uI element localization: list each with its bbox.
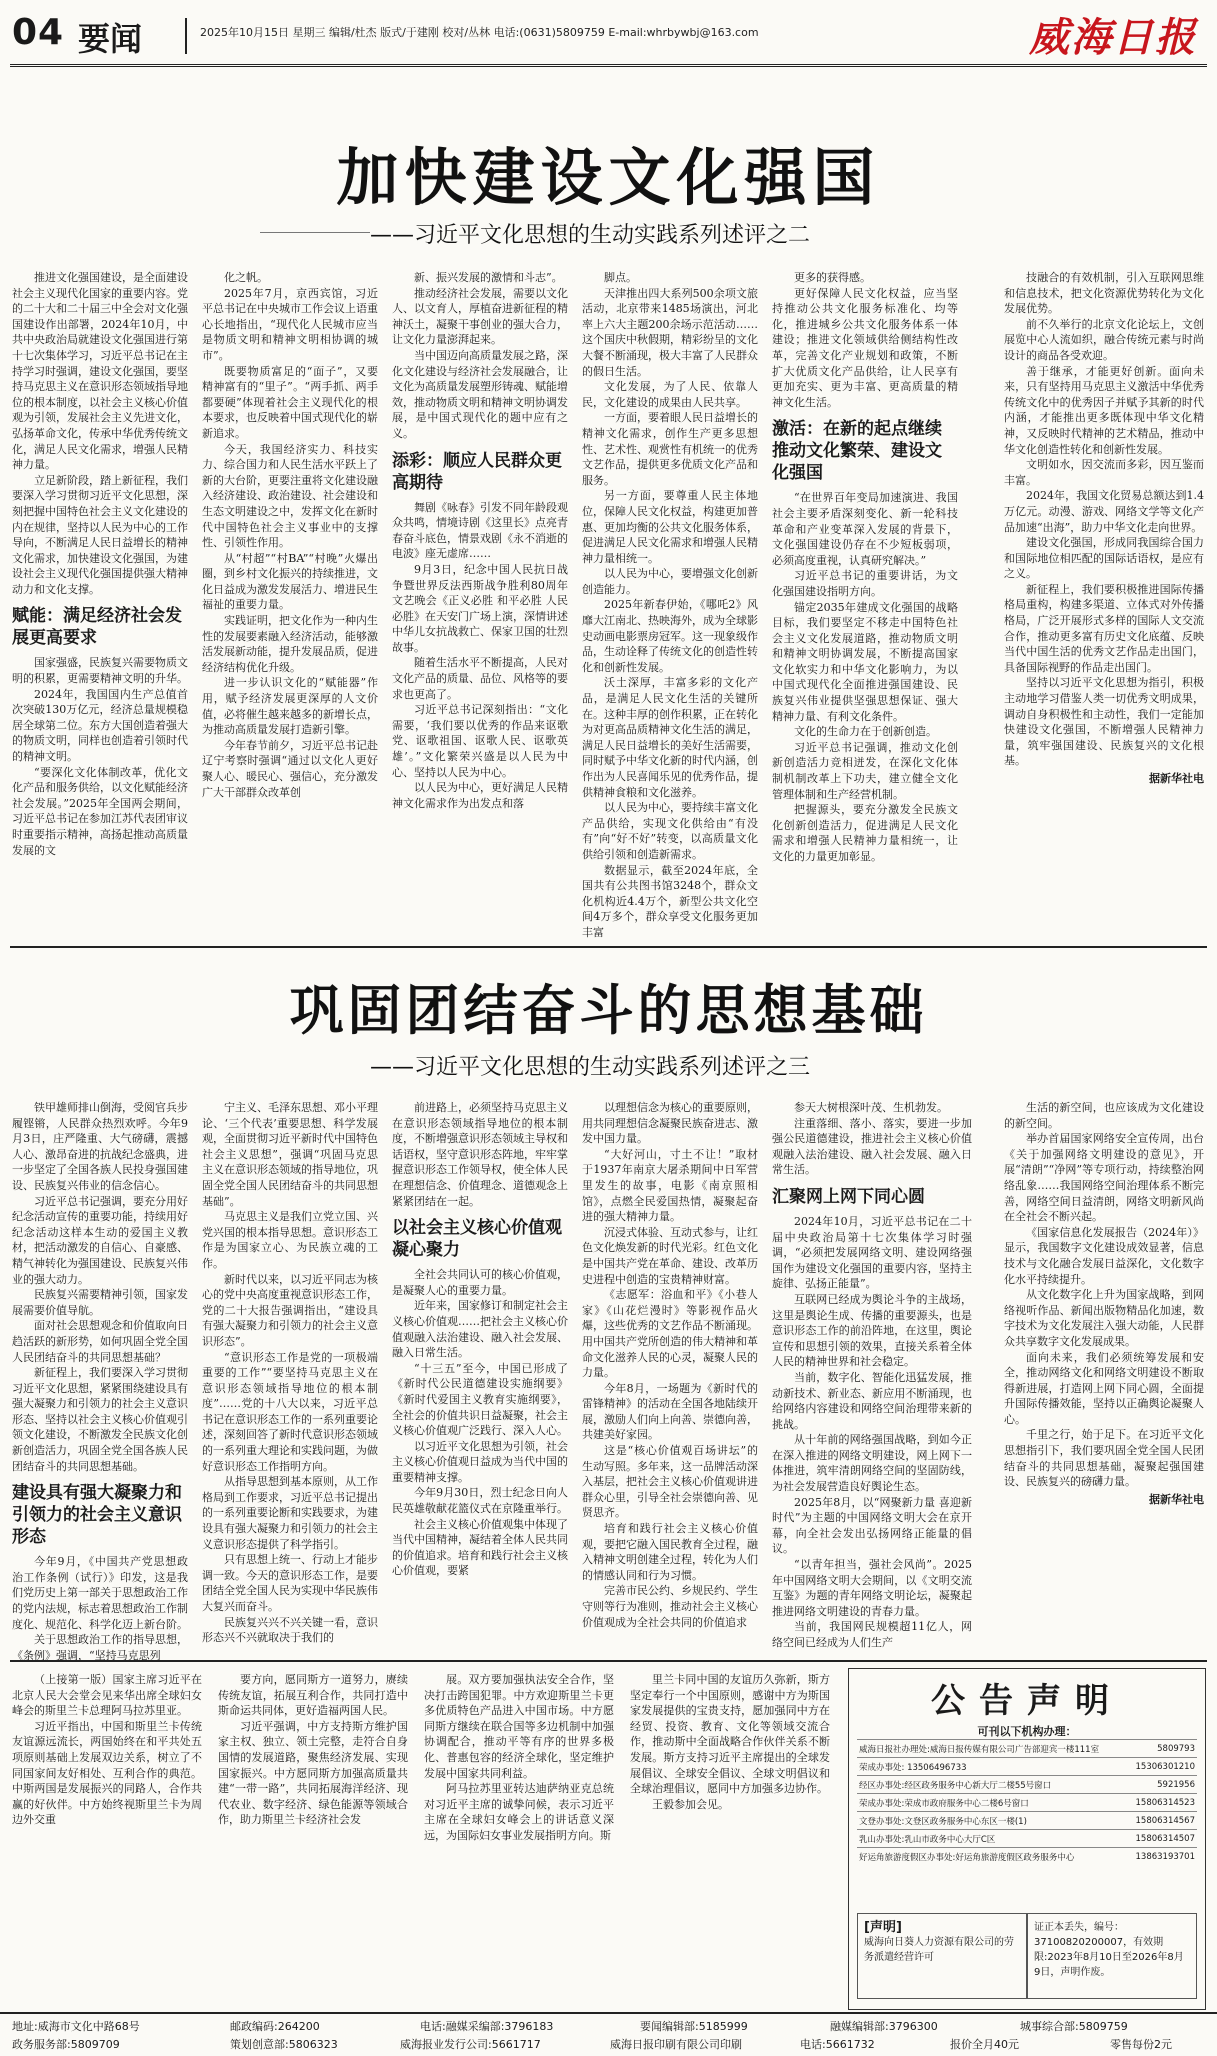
paragraph: 随着生活水平不断提高，人民对文化产品的质量、品位、风格等的要求也更高了。 — [392, 656, 568, 701]
article2-subtitle: ——习近平文化思想的生动实践系列述评之三 — [370, 1055, 811, 1080]
paragraph: 进一步认识文化的“赋能器”作用，赋予经济发展更深厚的人文价值，必将催生越来越多的新增长点，为推动高质量发展打造新引擎。 — [202, 676, 378, 737]
paragraph: 前进路上，必须坚持马克思主义在意识形态领域指导地位的根本制度，不断增强意识形态领域主导权和话语权，坚守意识形态阵地，牢牢掌握意识形态工作领导权，使全体人民在理想信念、价值理念、道德观念上紧紧团结在一起。 — [392, 1101, 568, 1208]
paragraph: “意识形态工作是党的一项极端重要的工作”“要坚持马克思主义在意识形态领域指导地位的根本制度”……党的十八大以来，习近平总书记在意识形态工作的一系列重要论述，深刻回答了新时代意识形态领域的一系列重大理论和实践问题，为做好意识形态工作指明方向。 — [202, 1350, 378, 1473]
paragraph: 以人民为中心，要增强文化创新创造能力。 — [582, 567, 758, 596]
section-heading: 添彩：顺应人民群众更高期待 — [392, 450, 562, 493]
paragraph: 社会主义核心价值观集中体现了当代中国精神，凝结着全体人民共同的价值追求。培育和践行社会主义核心价值观，要紧 — [392, 1517, 568, 1578]
header-meta: 2025年10月15日 星期三 编辑/杜杰 版式/于建刚 校对/丛林 电话:(0631)5809759 E-mail:whrbywbj@163.com — [200, 26, 759, 39]
page-footer — [0, 2012, 1217, 2056]
agency-name: 经区办事处:经区政务服务中心新大厅二楼55号窗口 — [857, 1776, 1127, 1794]
paragraph: 文明如水，因交流而多彩，因互鉴而丰富。 — [1004, 458, 1204, 487]
notice-title: 公告声明 — [931, 1681, 1123, 1721]
declaration-heading: [声明] — [864, 1920, 902, 1935]
paragraph: 2024年，我国国内生产总值首次突破130万亿元，经济总量规模稳居全球第二位。东方大国创造着强大的物质文明，同样也创造着引领时代的精神文明。 — [12, 687, 188, 764]
article2-column-5 — [772, 1100, 972, 1650]
agency-name — [857, 1758, 1127, 1776]
paragraph: 王毅参加会见。 — [652, 1797, 729, 1811]
paragraph: 里兰卡同中国的友谊历久弥新，斯方坚定奉行一个中国原则，感谢中方为斯国家发展提供的宝贵支持，愿加强同中方在经贸、投资、教育、文化等领域交流合作，推动斯中全面战略合作伙伴关系不断发展。斯方支持习近平主席提出的全球发展倡议、全球安全倡议、全球文明倡议和全球治理倡议，愿同中方加强多边协作。 — [630, 1673, 830, 1796]
paragraph: 今年9月30日，烈士纪念日向人民英雄敬献花篮仪式在京隆重举行。 — [392, 1486, 568, 1516]
paragraph: （上接第一版）国家主席习近平在北京人民大会堂会见来华出席全球妇女峰会的斯里兰卡总理阿马拉苏里亚。 — [12, 1673, 202, 1718]
header-divider — [185, 18, 187, 54]
paragraph: 实践证明，把文化作为一种内生性的发展要素融入经济活动，能够激活发展新动能，提升发展品质，促进经济结构优化升级。 — [202, 614, 378, 674]
agency-name: 好运角旅游度假区办事处:好运角旅游度假区政务服务中心 — [857, 1848, 1127, 1866]
paragraph: 2025年7月，京西宾馆，习近平总书记在中央城市工作会议上语重心长地指出，“现代化人民城市应当是物质文明和精神文明相协调的城市”。 — [202, 286, 378, 362]
paragraph: 2024年，我国文化贸易总额达到1.4万亿元。动漫、游戏、网络文学等文化产品加速“出海”，助力中华文化走向世界。 — [1004, 489, 1204, 534]
article1-column-6 — [1004, 270, 1204, 930]
article1-column-5 — [772, 270, 958, 930]
footer-monthly-price: 报价全月40元 — [950, 2038, 1019, 2051]
paragraph: “大好河山，寸土不让！”取材于1937年南京大屠杀期间中日军营里发生的故事，电影《南京照相馆》，点燃全民爱国热情，凝聚起奋进的强大精神力量。 — [582, 1147, 758, 1224]
subtitle-rule-left — [260, 232, 370, 233]
paragraph: 以人民为中心，要持续丰富文化产品供给，实现文化供给由“有没有”向“好不好”转变，以高质量文化供给引领和创造新需求。 — [582, 801, 758, 861]
paragraph: 更多的获得感。 — [794, 271, 871, 284]
paragraph: 从文化数字化上升为国家战略，到网络视听作品、新闻出版物精品化加速，数字技术为文化发展注入强大动能，人民群众共享数字文化发展成果。 — [1004, 1288, 1204, 1348]
article1-column-2 — [202, 270, 378, 930]
paragraph: 2025年新春伊始，《哪吒2》风靡大江南北、热映海外，成为全球影史动画电影票房冠军。这一现象级作品，生动诠释了传统文化的创造性转化和创新性发展。 — [582, 598, 758, 674]
agency-name: 文登办事处:文登区政务服务中心东区一楼(1) — [857, 1812, 1127, 1830]
agency-name: 荣成办事处:荣成市政府服务中心二楼6号窗口 — [857, 1794, 1127, 1812]
paragraph: 全社会共同认可的核心价值观，是凝聚人心的重要力量。 — [392, 1268, 568, 1297]
article1-column-1 — [12, 270, 188, 930]
paragraph: 今年9月，《中国共产党思想政治工作条例（试行）》印发，这是我们党历史上第一部关于思想政治工作的党内法规，标志着思想政治工作制度化、规范化、科学化迈上新台阶。 — [12, 1555, 188, 1631]
paragraph: 习近平总书记强调，要充分用好纪念活动宣传的重要功能，持续用好纪念活动这样本生动的爱国主义教材，把活动激发的自信心、自豪感、精气神转化为强国建设、民族复兴伟业的强大动力。 — [12, 1194, 188, 1286]
article-divider-1 — [10, 946, 1207, 948]
section-heading: 激活：在新的起点继续推动文化繁荣、建设文化强国 — [772, 419, 942, 484]
paragraph: 培育和践行社会主义核心价值观，要把它融入国民教育全过程，融入精神文明创建全过程，转化为人们的情感认同和行为习惯。 — [582, 1522, 758, 1582]
article2-title: 巩固团结奋斗的思想基础 — [289, 978, 928, 1042]
source-credit: 据新华社电 — [1149, 1492, 1204, 1506]
paragraph: 这是“核心价值观百场讲坛”的生动写照。多年来，这一品牌活动深入基层，把社会主义核心价值观讲进群众心里，引导全社会崇德向善、见贤思齐。 — [582, 1444, 758, 1520]
notice-subtitle: 可刊以下机构办理： — [977, 1725, 1077, 1738]
paragraph: 沉浸式体验、互动式参与，让红色文化焕发新的时代光彩。红色文化是中国共产党在革命、建设、改革历史进程中创造的宝贵精神财富。 — [582, 1225, 758, 1286]
page-number: 04 — [12, 12, 65, 53]
paragraph: 化之帆。 — [224, 271, 268, 284]
paragraph: “以青年担当，强社会风尚”。2025年中国网络文明大会期间，以《文明交流互鉴》为题的青年网络文明论坛，凝聚起推进网络文明建设的青春力量。 — [772, 1558, 972, 1618]
paragraph: 新征程上，我们要积极推进国际传播格局重构，构建多渠道、立体式对外传播格局，广泛开展形式多样的国际人文交流合作，推动更多富有历史文化底蕴、反映当代中国生活的优秀文艺作品走出国门，具备国际视野的作品走出国门。 — [1004, 582, 1204, 674]
continued-column-3 — [424, 1672, 614, 2002]
notice-box — [848, 1668, 1206, 2010]
paragraph: 面向未来，我们必须统筹发展和安全，推动网络文化和网络文明建设不断取得新进展，打造网上网下同心圆，全面提升国际传播效能，坚持以正确舆论凝聚人心。 — [1004, 1350, 1204, 1426]
declaration-right — [1027, 1913, 1197, 1999]
footer-phone-edit: 融媒编辑部:3796300 — [830, 2020, 938, 2033]
paragraph: 阿马拉苏里亚转达迪萨纳亚克总统对习近平主席的诚挚问候，表示习近平主席在全球妇女峰会上的讲话意义深远，为国际妇女事业发展指明方向。斯 — [424, 1782, 614, 1842]
paragraph: 沃土深厚，丰富多彩的文化产品，是满足人民文化生活的关键所在。这种丰厚的创作积累，正在转化为对更高品质精神文化生活的满足，满足人民日益增长的美好生活需要，同时赋予中华文化新的时代内涵，创作出为人民喜闻乐见的优秀作品，提供精神食粮和文化滋养。 — [582, 676, 758, 799]
paragraph: 当前，我国网民规模超11亿人，网络空间已经成为人们生产 — [772, 1620, 972, 1649]
paragraph: 立足新阶段，踏上新征程，我们要深入学习贯彻习近平文化思想，深刻把握中国特色社会主义文化建设的内在规律，坚持以人民为中心的工作导向，不断满足人民日益增长的精神文化需求，加快建设文化强国，为建设社会主义现代化强国提供强大精神动力和文化支撑。 — [12, 473, 188, 596]
article1-title: 加快建设文化强国 — [336, 141, 881, 214]
paragraph: 当中国迈向高质量发展之路，深化文化建设与经济社会发展融合，让文化为高质量发展塑形铸魂、赋能增效，推动物质文明和精神文明协调发展，是中国式现代化的题中应有之义。 — [392, 348, 568, 440]
paragraph: 民族复兴兴不兴关键一看，意识形态兴不兴就取决于我们的 — [202, 1615, 378, 1645]
section-heading: 赋能：满足经济社会发展更高要求 — [12, 606, 182, 649]
footer-phone-city: 城事综合部:5809759 — [1020, 2020, 1128, 2033]
declaration-body: 威海向日葵人力资源有限公司的劳务派遣经营许可 — [864, 1937, 1014, 1963]
masthead-logo: 威海日报 — [1029, 14, 1197, 61]
paragraph: 生活的新空间，也应该成为文化建设的新空间。 — [1004, 1101, 1204, 1130]
paragraph: 《国家信息化发展报告（2024年）》显示，我国数字文化建设成效显著，信息技术与文化融合发展日益深化，文化数字化水平持续提升。 — [1004, 1225, 1204, 1286]
paragraph: 习近平总书记深刻指出：“文化需要，‘我们要以优秀的作品来讴歌党、讴歌祖国、讴歌人民、讴歌英雄’。”文化繁荣兴盛是以人民为中心、坚持以人民为中心。 — [392, 703, 568, 779]
paragraph: 更好保障人民文化权益，应当坚持推动公共文化服务标准化、均等化，推进城乡公共文化服务体系一体建设；推进文化领域供给侧结构性改革，完善文化产业规划和政策，不断扩大优质文化产品供给，让人民享有更加充实、更为丰富、更高质量的精神文化生活。 — [772, 286, 958, 409]
paragraph: 国家强盛，民族复兴需要物质文明的积累，更需要精神文明的升华。 — [12, 656, 188, 686]
article2-column-6 — [1004, 1100, 1204, 1650]
paragraph: 今年春节前夕，习近平总书记赴辽宁考察时强调“通过以文化人更好聚人心、暖民心、强信心，充分激发广大干部群众改革创 — [202, 738, 378, 799]
paragraph: 推动经济社会发展，需要以文化人、以文育人，厚植奋进新征程的精神沃土，凝聚干事创业的强大合力，让文化力量澎湃起来。 — [392, 286, 568, 347]
paragraph: 新、振兴发展的激情和斗志”。 — [414, 271, 563, 284]
source-credit: 据新华社电 — [1149, 772, 1204, 785]
paragraph: 马克思主义是我们立党立国、兴党兴国的根本指导思想。意识形态工作是为国家立心、为民族立魂的工作。 — [202, 1210, 378, 1270]
paragraph: “十三五”至今，中国已形成了《新时代公民道德建设实施纲要》《新时代爱国主义教育实施纲要》，全社会的价值共识日益凝聚，社会主义核心价值观广泛践行、深入人心。 — [392, 1361, 568, 1438]
continued-column-1 — [12, 1672, 202, 2002]
paragraph: 参天大树根深叶茂、生机勃发。 — [794, 1101, 948, 1114]
paragraph: 坚持以习近平文化思想为指引，积极主动地学习借鉴人类一切优秀文明成果，调动自身积极性和主动性，我们一定能加快建设文化强国，不断增强人民精神力量，筑牢强国建设、民族复兴的文化根基。 — [1004, 676, 1204, 768]
footer-single-price: 零售每份2元 — [1110, 2038, 1172, 2051]
paragraph: 从“村超”“村BA”“村晚”火爆出圈，到乡村文化振兴的持续推进，文化日益成为激发发展活力、增进民生福祉的重要力量。 — [202, 551, 378, 612]
paragraph: 近年来，国家修订和制定社会主义核心价值观……把社会主义核心价值观融入法治建设、融入社会发展、融入日常生活。 — [392, 1299, 568, 1360]
paragraph: 建设文化强国，形成同我国综合国力和国际地位相匹配的国际话语权，是应有之义。 — [1004, 536, 1204, 581]
paragraph: 习近平指出，中国和斯里兰卡传统友谊源远流长，两国始终在和平共处五项原则基础上发展双边关系，树立了不同国家间友好相处、互利合作的典范。中斯两国是发展振兴的同路人，合作共赢的好伙伴。中方始终视斯里兰卡为周边外交重 — [12, 1719, 202, 1827]
paragraph: 技融合的有效机制，引入互联网思维和信息技术，把文化资源优势转化为文化发展优势。 — [1004, 271, 1204, 316]
paragraph: 千里之行，始于足下。在习近平文化思想指引下，我们要巩固全党全国人民团结奋斗的共同思想基础，凝聚起强国建设、民族复兴的磅礴力量。 — [1004, 1428, 1204, 1489]
paragraph: “要深化文化体制改革，优化文化产品和服务供给，以文化赋能经济社会发展。”2025年全国两会期间，习近平总书记在参加江苏代表团审议时重要指示精神，高扬起推动高质量发展的文 — [12, 765, 188, 857]
header-rule — [10, 64, 1207, 67]
paragraph: 注重落细、落小、落实，要进一步加强公民道德建设，推进社会主义核心价值观融入法治建设、融入社会发展、融入日常生活。 — [772, 1116, 972, 1177]
paragraph: 当前，数字化、智能化迅猛发展，推动新技术、新业态、新应用不断涌现，也给网络内容建设和网络空间治理带来新的挑战。 — [772, 1370, 972, 1431]
page-header — [0, 0, 1217, 70]
paragraph: 今年8月，一场题为《新时代的雷锋精神》的活动在全国各地陆续开展，激励人们向上向善、崇德向善，共建美好家园。 — [582, 1381, 758, 1442]
paragraph: 前不久举行的北京文化论坛上，文创展览中心人流如织，融合传统元素与时尚设计的商品各受欢迎。 — [1004, 317, 1204, 362]
footer-postcode: 邮政编码:264200 — [230, 2020, 320, 2033]
agency-phone: 5809793 — [1127, 1740, 1197, 1758]
paragraph: 以人民为中心，更好满足人民精神文化需求作为出发点和落 — [392, 781, 568, 810]
article2-column-3 — [392, 1100, 568, 1650]
continued-column-4 — [630, 1672, 830, 2002]
paragraph: 推进文化强国建设，是全面建设社会主义现代化国家的重要内容。党的二十大和二十届三中全会对文化强国建设作出部署，2024年10月，中共中央政治局就建设文化强国进行第十七次集体学习，习近平总书记在主持学习时强调，建设文化强国，要坚持马克思主义在意识形态领域指导地位的根本制度，以社会主义核心价值观为引领，发展社会主义先进文化，弘扬革命文化，传承中华优秀传统文化，满足人民文化需求，增强人民精神力量。 — [12, 271, 188, 472]
paragraph: 善于继承，才能更好创新。面向未来，只有坚持用马克思主义激活中华优秀传统文化中的优秀因子并赋予其新的时代内涵，才能推出更多既体现中华文化精神，又反映时代精神的艺术精品，推动中华文化创造性转化和创新性发展。 — [1004, 364, 1204, 456]
section-name: 要闻 — [78, 20, 143, 58]
table-row — [857, 1848, 1197, 1866]
declaration-body: 证正本丢失，编号：37100820200007，有效期限:2023年8月10日至2026年8月9日，声明作废。 — [1034, 1922, 1184, 1978]
agency-phone: 5921956 — [1127, 1776, 1197, 1794]
paragraph: 展。双方要加强执法安全合作，坚决打击跨国犯罪。中方欢迎斯里兰卡更多优质特色产品进入中国市场。中方愿同斯方继续在联合国等多边机制中加强协调配合，推动平等有序的世界多极化、普惠包容的经济全球化，坚定维护发展中国家共同利益。 — [424, 1673, 614, 1780]
paragraph: 习近平总书记强调，推动文化创新创造活力竞相迸发，在深化文化体制机制改革上下功夫，建立健全文化管理体制和生产经营机制。 — [772, 740, 958, 801]
paragraph: 要方向，愿同斯方一道努力，赓续传统友谊，拓展互利合作，共同打造中斯命运共同体，更好造福两国人民。 — [218, 1673, 408, 1718]
paragraph: 另一方面，要尊重人民主体地位，保障人民文化权益，构建更加普惠、更加均衡的公共文化服务体系，促进满足人民文化需求和增强人民精神力量相统一。 — [582, 489, 758, 565]
table-row — [857, 1830, 1197, 1848]
agency-name: 威海日报社办理处:威海日报传媒有限公司广告部迎宾一楼111室 — [857, 1740, 1127, 1758]
paragraph: 新征程上，我们要深入学习贯彻习近平文化思想，紧紧围绕建设具有强大凝聚力和引领力的社会主义意识形态、坚持以社会主义核心价值观引领文化建设，不断激发全民族文化创新创造活力，巩固全党全国各族人民团结奋斗的共同思想基础。 — [12, 1366, 188, 1473]
paragraph: 文化发展，为了人民、依靠人民，文化建设的成果由人民共享。 — [582, 380, 758, 409]
paragraph: “在世界百年变局加速演进、我国社会主要矛盾深刻变化、新一轮科技革命和产业变革深入发展的背景下，文化强国建设仍存在不少短板弱项，必须高度重视，认真研究解决。” — [772, 491, 958, 567]
section-heading: 汇聚网上网下同心圆 — [772, 1186, 925, 1207]
paragraph: 关于思想政治工作的指导思想，《条例》强调，“坚持马克思列 — [12, 1633, 188, 1662]
article-divider-2 — [10, 1660, 1207, 1662]
footer-printer-phone: 电话:5661732 — [800, 2038, 875, 2051]
table-row — [857, 1740, 1197, 1758]
article2-column-1 — [12, 1100, 188, 1662]
paragraph: 举办首届国家网络安全宣传周，出台《关于加强网络文明建设的意见》，开展“清朗”“净网”等专项行动，持续整治网络乱象……我国网络空间治理体系不断完善，网络空间日益清朗，网络文明新风尚在全社会不断兴起。 — [1004, 1132, 1204, 1224]
paragraph: 从十年前的网络强国战略，到如今正在深入推进的网络文明建设，网上网下一体推进，筑牢清朗网络空间的坚固防线，为社会发展营造良好舆论生态。 — [772, 1433, 972, 1494]
paragraph: 新时代以来，以习近平同志为核心的党中央高度重视意识形态工作，党的二十大报告强调指出，“建设具有强大凝聚力和引领力的社会主义意识形态”。 — [202, 1272, 378, 1348]
paragraph: 以理想信念为核心的重要原则，用共同理想信念凝聚民族奋进志、激发中国力量。 — [582, 1101, 758, 1146]
paragraph: 以习近平文化思想为引领，社会主义核心价值观日益成为当代中国的重要精神支撑。 — [392, 1439, 568, 1484]
paragraph: 锚定2035年建成文化强国的战略目标，我们要坚定不移走中国特色社会主义文化发展道路，推动物质文明和精神文明协调发展，不断提高国家文化软实力和中华文化影响力，为以中国式现代化全面推进强国建设、民族复兴伟业提供坚强思想保证、强大精神力量、有利文化条件。 — [772, 600, 958, 723]
agency-phone: 15806314567 — [1127, 1812, 1197, 1830]
article2-column-2 — [202, 1100, 378, 1650]
paragraph: 2025年8月，以“网聚新力量 喜迎新时代”为主题的中国网络文明大会在京开幕，向全社会发出弘扬网络正能量的倡议。 — [772, 1495, 972, 1556]
footer-distribution: 威海报业发行公司:5661717 — [400, 2038, 541, 2051]
agency-name: 乳山办事处:乳山市政务中心大厅C区 — [857, 1830, 1127, 1848]
section-heading: 建设具有强大凝聚力和引领力的社会主义意识形态 — [12, 1483, 182, 1548]
footer-phone-news: 要闻编辑部:5185999 — [640, 2020, 748, 2033]
paragraph: 从指导思想到基本原则，从工作格局到工作要求，习近平总书记提出的一系列重要论断和实践要求，为建设具有强大凝聚力和引领力的社会主义意识形态提供了科学指引。 — [202, 1475, 378, 1551]
notice-agency-table — [857, 1739, 1197, 1865]
article1-column-4 — [582, 270, 758, 939]
agency-phone: 15806314523 — [1127, 1794, 1197, 1812]
agency-phone: 13506496733 — [907, 1762, 967, 1773]
paragraph: 今天，我国经济实力、科技实力、综合国力和人民生活水平跃上了新的大台阶，更要注重将文化建设融入经济建设、政治建设、社会建设和生态文明建设之中，发挥文化在新时代中国特色社会主义事业中的支撑性、引领性作用。 — [202, 442, 378, 550]
paragraph: 2024年10月，习近平总书记在二十届中央政治局第十七次集体学习时强调，“必须把发展网络文明、建设网络强国作为建设文化强国的重要内容，坚持主旋律、弘扬正能量”。 — [772, 1214, 972, 1291]
paragraph: 习近平强调，中方支持斯方维护国家主权、独立、领土完整，走符合自身国情的发展道路，聚焦经济发展、实现国家振兴。中方愿同斯方加强高质量共建“一带一路”，共同拓展海洋经济、现代农业、数字经济、绿色能源等领域合作，助力斯里兰卡经济社会发 — [218, 1719, 408, 1827]
agency-phone: 15806314507 — [1127, 1830, 1197, 1848]
paragraph: 舞剧《咏春》引发不同年龄段观众共鸣，情境诗剧《这里长》点亮青春奋斗底色，情景戏剧《永不消逝的电波》座无虚席…… — [392, 500, 568, 561]
article1-subtitle: ——习近平文化思想的生动实践系列述评之二 — [370, 223, 811, 248]
paragraph: 民族复兴需要精神引领，国家发展需要价值导航。 — [12, 1288, 188, 1317]
paragraph: 文化的生命力在于创新创造。 — [794, 725, 937, 739]
footer-phone-desk: 电话:融媒采编部:3796183 — [420, 2020, 554, 2033]
footer-planning: 策划创意部:5806323 — [230, 2038, 338, 2051]
paragraph: 脚点。 — [604, 271, 637, 284]
footer-printer: 威海日报印刷有限公司印刷 — [610, 2038, 742, 2051]
paragraph: 天津推出四大系列500余项文旅活动，北京带来1485场演出，河北率上六大主题200余场示范活动……这个国庆中秋假期，精彩纷呈的文化大餐不断涌现，极大丰富了人民群众的假日生活。 — [582, 286, 758, 378]
footer-gov-service: 政务服务部:5809709 — [12, 2038, 120, 2051]
agency-label: 荣成办事处: — [859, 1762, 905, 1773]
table-row — [857, 1794, 1197, 1812]
paragraph: 习近平总书记的重要讲话，为文化强国建设指明方向。 — [772, 569, 958, 598]
agency-phone: 13863193701 — [1127, 1848, 1197, 1866]
paragraph: 铁甲雄师排山倒海，受阅官兵步履铿锵，人民群众热烈欢呼。今年9月3日，庄严隆重、大气磅礴，震撼人心、激昂奋进的抗战纪念盛典，进一步坚定了全国各族人民投身强国建设、民族复兴伟业的信念信心。 — [12, 1101, 188, 1192]
table-row — [857, 1812, 1197, 1830]
article2-column-4 — [582, 1100, 758, 1650]
paragraph: 宁主义、毛泽东思想、邓小平理论、‘三个代表’重要思想、科学发展观，全面贯彻习近平新时代中国特色社会主义思想”，强调“巩固马克思主义在意识形态领域的指导地位，巩固全党全国人民团结奋斗的共同思想基础”。 — [202, 1101, 378, 1208]
table-row — [857, 1776, 1197, 1794]
paragraph: 一方面，要着眼人民日益增长的精神文化需求，创作生产更多思想性、艺术性、观赏性有机统一的优秀文艺作品，提供更多优质文化产品和服务。 — [582, 411, 758, 487]
footer-address: 地址:威海市文化中路68号 — [12, 2020, 140, 2033]
paragraph: 数据显示，截至2024年底，全国共有公共图书馆3248个，群众文化机构近4.4万个，新型公共文化空间4万多个，群众享受文化服务更加丰富 — [582, 863, 758, 939]
paragraph: 既要物质富足的“面子”，又要精神富有的“里子”。“两手抓、两手都要硬”体现着社会主义现代化的根本要求，也反映着中国式现代化的崭新追求。 — [202, 364, 378, 440]
paragraph: 9月3日，纪念中国人民抗日战争暨世界反法西斯战争胜利80周年文艺晚会《正义必胜 和平必胜 人民必胜》在天安门广场上演，深情讲述中华儿女抗战救亡、保家卫国的壮烈故事。 — [392, 562, 568, 654]
agency-phone: 15306301210 — [1127, 1758, 1197, 1776]
section-heading: 以社会主义核心价值观凝心聚力 — [392, 1218, 562, 1261]
paragraph: 互联网已经成为舆论斗争的主战场，这里是舆论生成、传播的重要源头，也是意识形态工作的前沿阵地，在这里，舆论宣传和思想引领的效果，直接关系着全体人民的精神世界和社会稳定。 — [772, 1292, 972, 1369]
article1-column-3 — [392, 270, 568, 930]
paragraph: 《志愿军：浴血和平》《小巷人家》《山花烂漫时》等影视作品火爆，这些优秀的文艺作品不断涌现。用中国共产党所创造的伟大精神和革命文化滋养人民的心灵，凝聚人民的力量。 — [582, 1288, 758, 1380]
declaration-left — [857, 1913, 1027, 1999]
continued-column-2 — [218, 1672, 408, 2002]
paragraph: 面对社会思想观念和价值取向日趋活跃的新形势，如何巩固全党全国人民团结奋斗的共同思想基础？ — [12, 1319, 188, 1364]
paragraph: 把握源头，要充分激发全民族文化创新创造活力，促进满足人民文化需求和增强人民精神力量相统一，让文化的力量更加彰显。 — [772, 803, 958, 863]
table-row — [857, 1758, 1197, 1776]
paragraph: 只有思想上统一、行动上才能步调一致。今天的意识形态工作，是要团结全党全国人民为实现中华民族伟大复兴而奋斗。 — [202, 1553, 378, 1613]
paragraph: 完善市民公约、乡规民约、学生守则等行为准则，推动社会主义核心价值观成为全社会共同的价值追求 — [582, 1584, 758, 1629]
